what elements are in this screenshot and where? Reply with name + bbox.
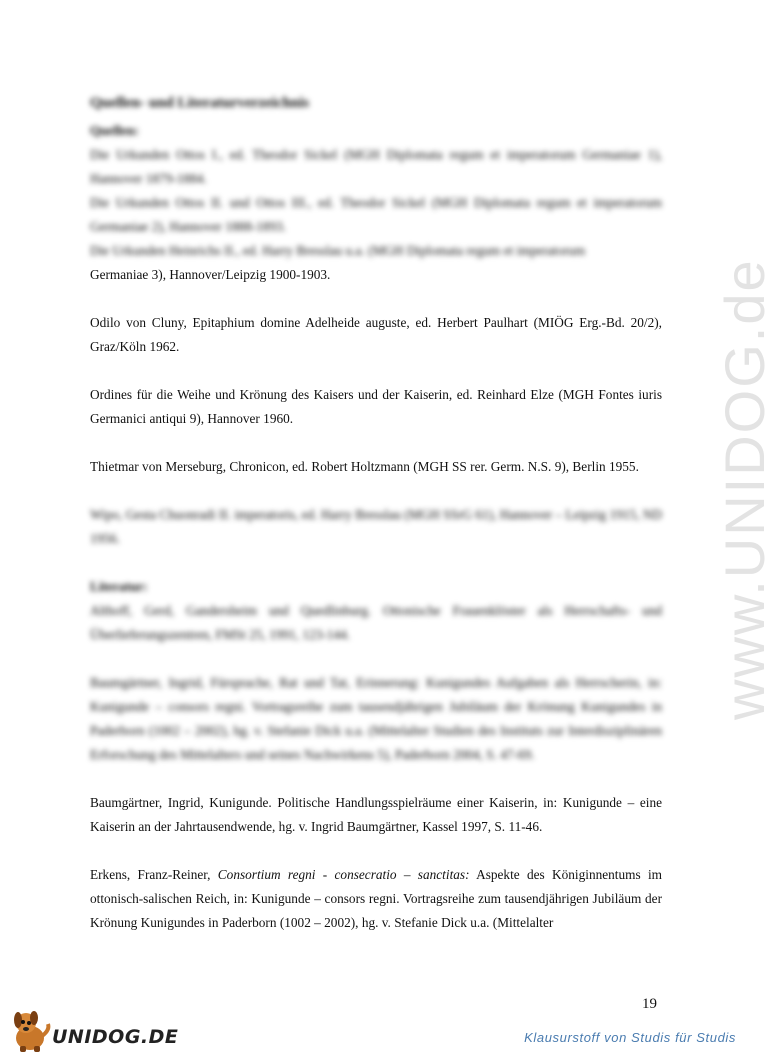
- literature-entry-erkens: [90, 863, 662, 935]
- source-entry-odilo: Odilo von Cluny, Epitaphium domine Adelheide auguste, ed. Herbert Paulhart (MIÖG Erg.-Bd. 20/2), Graz/Köln 1962.: [90, 315, 662, 354]
- literature-entry-baumgaertner-2: Baumgärtner, Ingrid, Kunigunde. Politische Handlungsspielräume einer Kaiserin, in: Kunigunde – eine Kaiserin an der Jahrtausendwende, hg. v. Ingrid Baumgärtner, Kassel 1997, S. 11-46.: [90, 795, 662, 834]
- source-entry-2: Die Urkunden Ottos II. und Ottos III., ed. Theodor Sickel (MGH Diplomata regum et imperatorum Germaniae 2), Hannover 1888-1893.: [90, 195, 662, 234]
- literature-entry-baumgaertner-1: Baumgärtner, Ingrid, Fürsprache, Rat und Tat, Erinnerung: Kunigundes Aufgaben als Herrscherin, in: Kunigunde – consors regni. Vortragsreihe zum tausendjährigen Jubiläum der Krönung Kunigundes in Paderborn (1002 – 2002), hg. v. Stefanie Dick u.a. (Mittelalter Studien des Instituts zur Interdisziplinären Erforschung des Mittelalters und seines Nachwirkens 5), Paderborn 2004, S. 47-69.: [90, 675, 662, 762]
- footer-slogan: Klausurstoff von Studis für Studis: [524, 1030, 736, 1045]
- erkens-rest: Aspekte des Königinnentums im ottonisch-salischen Reich, in: Kunigunde – consors regni. Vortragsreihe zum tausendjährigen Jubiläum der Krönung Kunigundes in Paderborn (1002 – 2002), hg. v. Stefanie Dick u.a. (Mittelalter: [90, 867, 662, 930]
- unidog-logo[interactable]: [6, 1008, 186, 1054]
- source-entry-wipo: Wipo, Gesta Chuonradi II. imperatoris, ed. Harry Bresslau (MGH SSrG 61), Hannover – Leipzig 1915, ND 1956.: [90, 507, 662, 546]
- literature-entry-althoff: Althoff, Gerd, Gandersheim und Quedlinburg. Ottonische Frauenklöster als Herrschafts- und Überlieferungszentren, FMSt 25, 1991, 123-144.: [90, 603, 662, 642]
- source-entry-ordines: Ordines für die Weihe und Krönung des Kaisers und der Kaiserin, ed. Reinhard Elze (MGH Fontes iuris Germanici antiqui 9), Hannover 1960.: [90, 387, 662, 426]
- erkens-title-italic: Consortium regni - consecratio – sanctitas:: [217, 867, 470, 882]
- watermark: www.UNIDOG.de: [713, 258, 776, 720]
- sources-heading: Quellen:: [90, 123, 139, 138]
- page-content: [90, 92, 662, 935]
- blurred-heading-block: [90, 92, 662, 263]
- source-entry-1: Die Urkunden Ottos I., ed. Theodor Sickel (MGH Diplomata regum et imperatorum Germaniae 1), Hannover 1879-1884.: [90, 147, 662, 186]
- dog-icon: [8, 1008, 52, 1054]
- page-title: Quellen- und Literaturverzeichnis: [90, 95, 310, 111]
- page-number: 19: [642, 996, 657, 1012]
- source-entry-3: Die Urkunden Heinrichs II., ed. Harry Bresslau u.a. (MGH Diplomata regum et imperatorum: [90, 243, 586, 258]
- logo-text: UNIDOG.DE: [52, 1026, 179, 1048]
- literature-heading: Literatur:: [90, 579, 148, 594]
- source-entry-3-end: Germaniae 3), Hannover/Leipzig 1900-1903.: [90, 267, 331, 282]
- blurred-block-2: [90, 503, 662, 767]
- source-entry-thietmar: Thietmar von Merseburg, Chronicon, ed. Robert Holtzmann (MGH SS rer. Germ. N.S. 9), Berlin 1955.: [90, 459, 639, 474]
- erkens-author: Erkens, Franz-Reiner,: [90, 867, 218, 882]
